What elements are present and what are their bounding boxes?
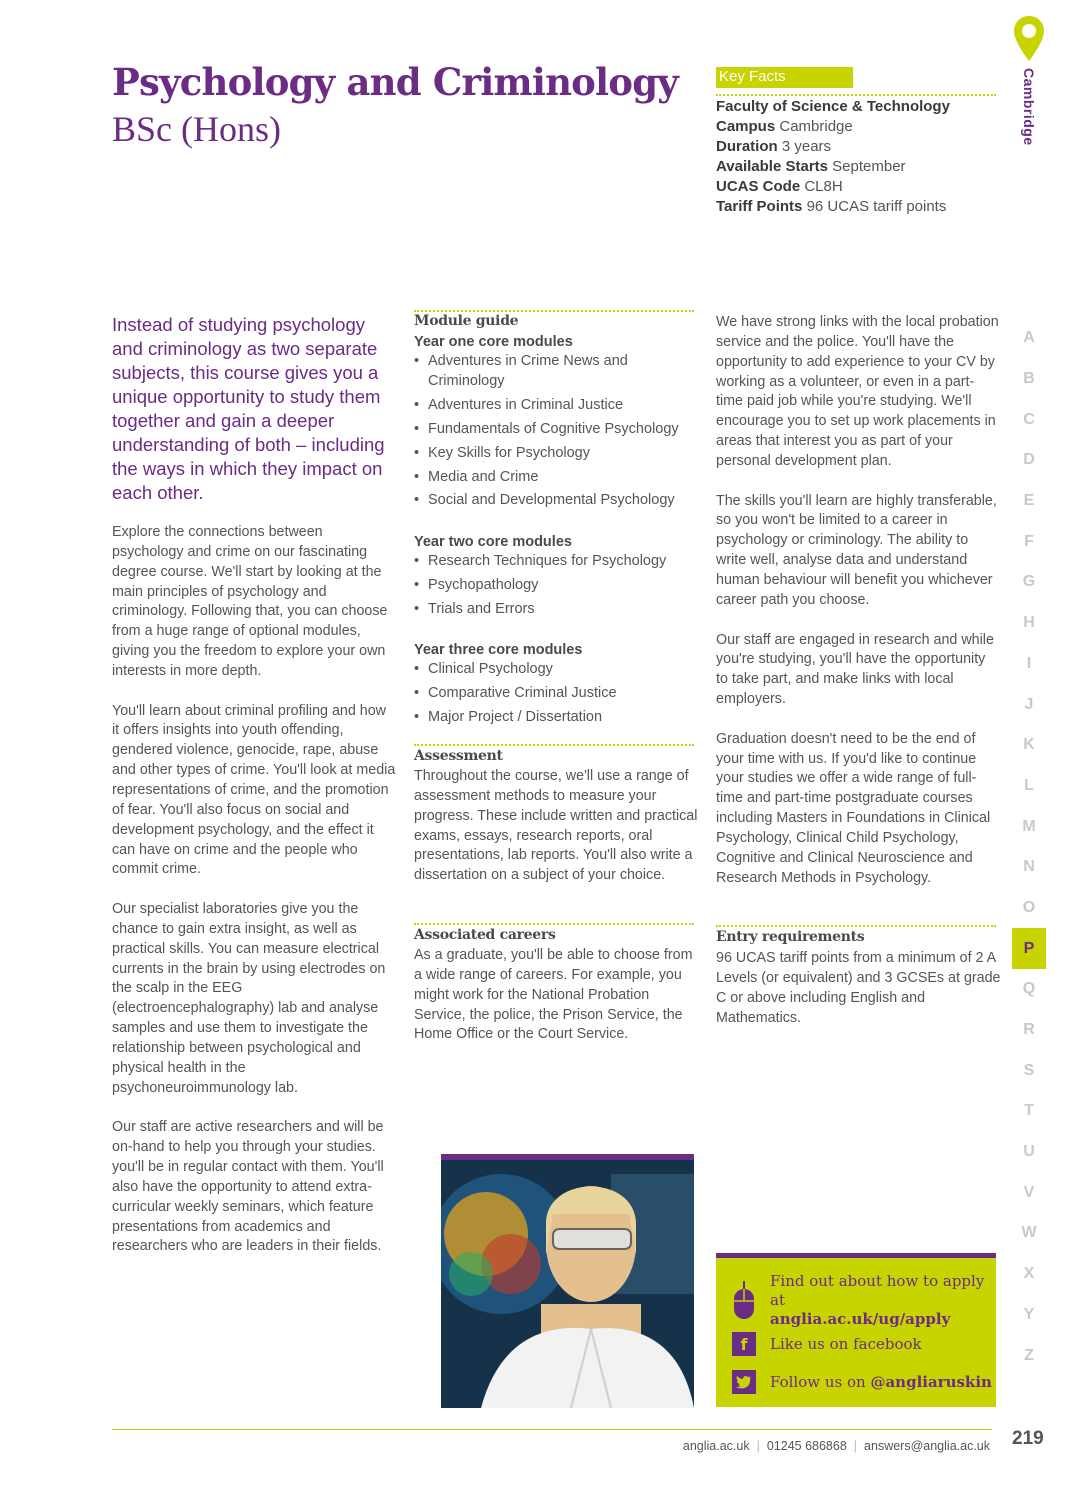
alphabet-letter-k[interactable]: K	[1023, 736, 1035, 754]
mouse-icon	[732, 1281, 756, 1321]
paragraph: Explore the connections between psychology and crime on our fascinating degree course. We'll start by looking at the main principles of psychology and criminology. Following that, you can choose from a huge range of optional modules, giving you the freedom to explore your own interests in more depth.	[112, 524, 388, 679]
module-guide-heading: Module guide	[414, 313, 519, 329]
paragraph: Our staff are active researchers and will be on-hand to help you through your studies. you'll be in regular contact with them. You'll also have the opportunity to attend extra-curricular weekly seminars, which feature presentations from academics and researchers who are leaders in their fields.	[112, 1119, 384, 1255]
page-number: 219	[1012, 1428, 1044, 1449]
careers-heading: Associated careers	[414, 927, 556, 943]
list-item: • Trials and Errors	[414, 600, 699, 620]
paragraph: Our specialist laboratories give you the chance to gain extra insight, as well as practical skills. You can measure electrical currents in the brain by using electrodes on the scalp in the EEG (electroencephalography) lab and analyse samples and use them to investigate the relationship between psychological and physical health in the psychoneuroimmunology lab.	[112, 901, 386, 1096]
alphabet-letter-e[interactable]: E	[1023, 492, 1035, 510]
year-three-modules	[414, 660, 699, 732]
alphabet-index	[1012, 318, 1046, 1376]
list-item: • Fundamentals of Cognitive Psychology	[414, 420, 699, 440]
alphabet-letter-u[interactable]: U	[1023, 1143, 1035, 1161]
footer-website[interactable]: anglia.ac.uk	[682, 1439, 750, 1453]
alphabet-letter-s[interactable]: S	[1023, 1061, 1035, 1079]
entry-requirements-heading: Entry requirements	[716, 929, 865, 945]
alphabet-letter-j[interactable]: J	[1024, 695, 1034, 713]
paragraph: Graduation doesn't need to be the end of your time with us. If you'd like to continue your studies we offer a wide range of full-time and part-time postgraduate courses including Masters in Foundations in Clinical Psychology, Clinical Child Psychology, Cognitive and Clinical Neuroscience and Research Methods in Psychology.	[716, 730, 991, 886]
column-3-body	[716, 313, 1001, 908]
key-fact-row: UCAS Code CL8H	[716, 177, 843, 195]
twitter-handle[interactable]: @angliaruskin	[870, 1372, 992, 1391]
twitter-icon	[732, 1370, 756, 1394]
alphabet-letter-v[interactable]: V	[1023, 1183, 1035, 1201]
apply-text: Find out about how to apply at	[770, 1272, 985, 1309]
facebook-text: Like us on facebook	[770, 1334, 922, 1353]
column-1-body	[112, 523, 397, 1277]
facebook-icon: f	[732, 1332, 756, 1356]
apply-box	[716, 1253, 996, 1407]
divider	[414, 310, 694, 312]
year-two-modules	[414, 552, 699, 624]
paragraph: The skills you'll learn are highly transferable, so you won't be limited to a career in psychology or criminology. The ability to write well, analyse data and understand human behaviour will benefit you whichever career path you choose.	[716, 492, 997, 608]
alphabet-letter-o[interactable]: O	[1022, 898, 1036, 916]
alphabet-letter-p[interactable]: P	[1012, 928, 1046, 969]
list-item: • Media and Crime	[414, 468, 699, 488]
degree-subtitle: BSc (Hons)	[112, 109, 281, 149]
footer-rule	[112, 1429, 992, 1430]
alphabet-letter-i[interactable]: I	[1026, 654, 1032, 672]
list-item: • Adventures in Crime News and Criminology	[414, 352, 699, 392]
alphabet-letter-w[interactable]: W	[1021, 1224, 1037, 1242]
list-item: • Major Project / Dissertation	[414, 708, 699, 728]
divider	[716, 94, 996, 96]
alphabet-letter-t[interactable]: T	[1024, 1102, 1034, 1120]
alphabet-letter-z[interactable]: Z	[1024, 1346, 1034, 1364]
key-facts-list	[716, 97, 950, 216]
alphabet-letter-g[interactable]: G	[1022, 573, 1036, 591]
alphabet-letter-n[interactable]: N	[1023, 858, 1035, 876]
divider	[716, 925, 996, 927]
alphabet-letter-l[interactable]: L	[1024, 776, 1034, 794]
alphabet-letter-y[interactable]: Y	[1023, 1305, 1035, 1323]
key-fact-row: Tariff Points 96 UCAS tariff points	[716, 197, 947, 215]
apply-link[interactable]: anglia.ac.uk/ug/apply	[770, 1310, 951, 1328]
footer-contact: anglia.ac.uk | 01245 686868 | answers@anglia.ac.uk	[682, 1439, 990, 1453]
year-one-heading: Year one core modules	[414, 334, 573, 350]
footer-phone: 01245 686868	[766, 1439, 847, 1453]
paragraph: Our staff are engaged in research and while you're studying, you'll have the opportunity to take part, and make links with local employers.	[716, 631, 994, 708]
divider	[414, 923, 694, 925]
page-title: Psychology and Criminology	[112, 60, 678, 104]
careers-text: As a graduate, you'll be able to choose from a wide range of careers. For example, you might work for the National Probation Service, the police, the Prison Service, the Home Office or the Court Service.	[414, 947, 693, 1043]
alphabet-letter-q[interactable]: Q	[1022, 980, 1036, 998]
footer-email[interactable]: answers@anglia.ac.uk	[864, 1439, 990, 1453]
paragraph: You'll learn about criminal profiling and how it offers insights into youth offending, gendered violence, genocide, rape, abuse and other types of crime. You'll look at media representations of crime, and the promotion of fear. You'll also focus on social and development psychology, and the effect it can have on crime and the people who commit crime.	[112, 702, 396, 878]
year-two-heading: Year two core modules	[414, 534, 572, 550]
alphabet-letter-x[interactable]: X	[1023, 1265, 1035, 1283]
alphabet-letter-d[interactable]: D	[1023, 451, 1035, 469]
map-pin-icon	[1012, 14, 1046, 64]
year-one-modules	[414, 352, 699, 515]
list-item: • Social and Developmental Psychology	[414, 491, 699, 511]
twitter-row[interactable]	[732, 1370, 992, 1394]
entry-requirements-text: 96 UCAS tariff points from a minimum of 2 A Levels (or equivalent) and 3 GCSEs at grade C or above including English and Mathematics.	[716, 950, 1001, 1026]
list-item: • Research Techniques for Psychology	[414, 552, 699, 572]
alphabet-letter-h[interactable]: H	[1023, 614, 1035, 632]
campus-tab-label[interactable]: Cambridge	[1021, 68, 1037, 146]
twitter-prefix: Follow us on	[770, 1372, 866, 1391]
alphabet-letter-m[interactable]: M	[1022, 817, 1036, 835]
intro-text: Instead of studying psychology and criminology as two separate subjects, this course gives you a unique opportunity to study them together and gain a deeper understanding of both – including the ways in which they impact on each other.	[112, 314, 385, 503]
key-fact-row: Campus Cambridge	[716, 117, 853, 135]
apply-row[interactable]	[732, 1272, 996, 1329]
alphabet-letter-r[interactable]: R	[1023, 1021, 1035, 1039]
key-fact-row: Available Starts September	[716, 157, 906, 175]
assessment-heading: Assessment	[414, 748, 503, 764]
facebook-row[interactable]	[732, 1332, 922, 1356]
faculty-label: Faculty of Science & Technology	[716, 98, 950, 115]
key-facts-badge: Key Facts	[716, 67, 853, 88]
list-item: • Comparative Criminal Justice	[414, 684, 699, 704]
list-item: • Adventures in Criminal Justice	[414, 396, 699, 416]
assessment-text: Throughout the course, we'll use a range of assessment methods to measure your progress. These include written and practical exams, essays, research reports, oral presentations, lab reports. You'll also write a dissertation on a subject of your choice.	[414, 768, 698, 884]
divider	[414, 744, 694, 746]
list-item: • Key Skills for Psychology	[414, 444, 699, 464]
alphabet-letter-c[interactable]: C	[1023, 410, 1035, 428]
year-three-heading: Year three core modules	[414, 642, 583, 658]
list-item: • Psychopathology	[414, 576, 699, 596]
list-item: • Clinical Psychology	[414, 660, 699, 680]
alphabet-letter-f[interactable]: F	[1024, 532, 1034, 550]
key-fact-row: Duration 3 years	[716, 137, 832, 155]
alphabet-letter-b[interactable]: B	[1023, 370, 1035, 388]
paragraph: We have strong links with the local probation service and the police. You'll have the opportunity to add experience to your CV by working as a volunteer, or even in a part-time paid job while you're studying. We'll encourage you to set up work placements in areas that interest you as part of your personal development plan.	[716, 314, 999, 469]
student-photo	[441, 1154, 694, 1408]
alphabet-letter-a[interactable]: A	[1023, 329, 1035, 347]
